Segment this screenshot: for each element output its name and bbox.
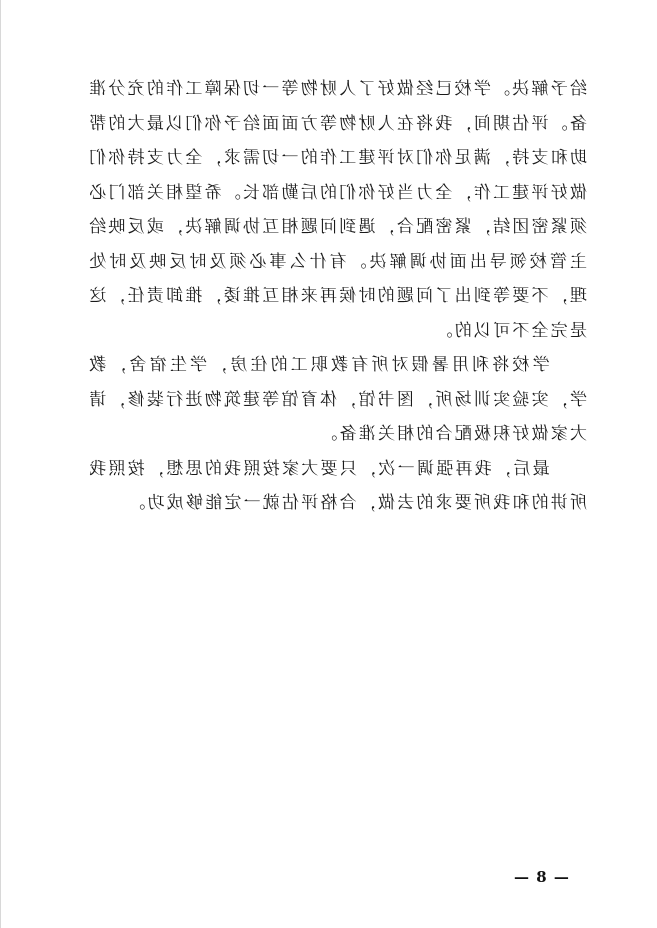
paragraph-2: 学校将利用暑假对所有教职工的住房，学生宿舍，教学，实验实训场所，图书馆，体育馆等建筑物进行装修，请大家做好积极配合的相关准备。 (87, 355, 587, 444)
paragraph-3: 最后，我再强调一次，只要大家按照我的思想，按照我所讲的和我所要求的去做，合格评估就一定能够成功。 (87, 458, 587, 513)
page-number: — 8 — (513, 868, 569, 886)
document-body (87, 72, 587, 521)
paragraph-1: 给予解决。学校已经做好了人财物等一切保障工作的充分准备。评估期间，我将在人财物等方面面给予你们以最大的帮助和支持，满足你们对评建工作的一切需求，全力支持你们做好评建工作，全力当好你们的后勤部长。希望相关部门必须紧密团结，紧密配合，遇到问题相互协调解决，或反映给主管校领导出面协调解决。有什么事必须及时反映及时处理，不要等到出了问题的时候再来相互推诿，推卸责任，这是完全不可以的。 (87, 79, 587, 341)
